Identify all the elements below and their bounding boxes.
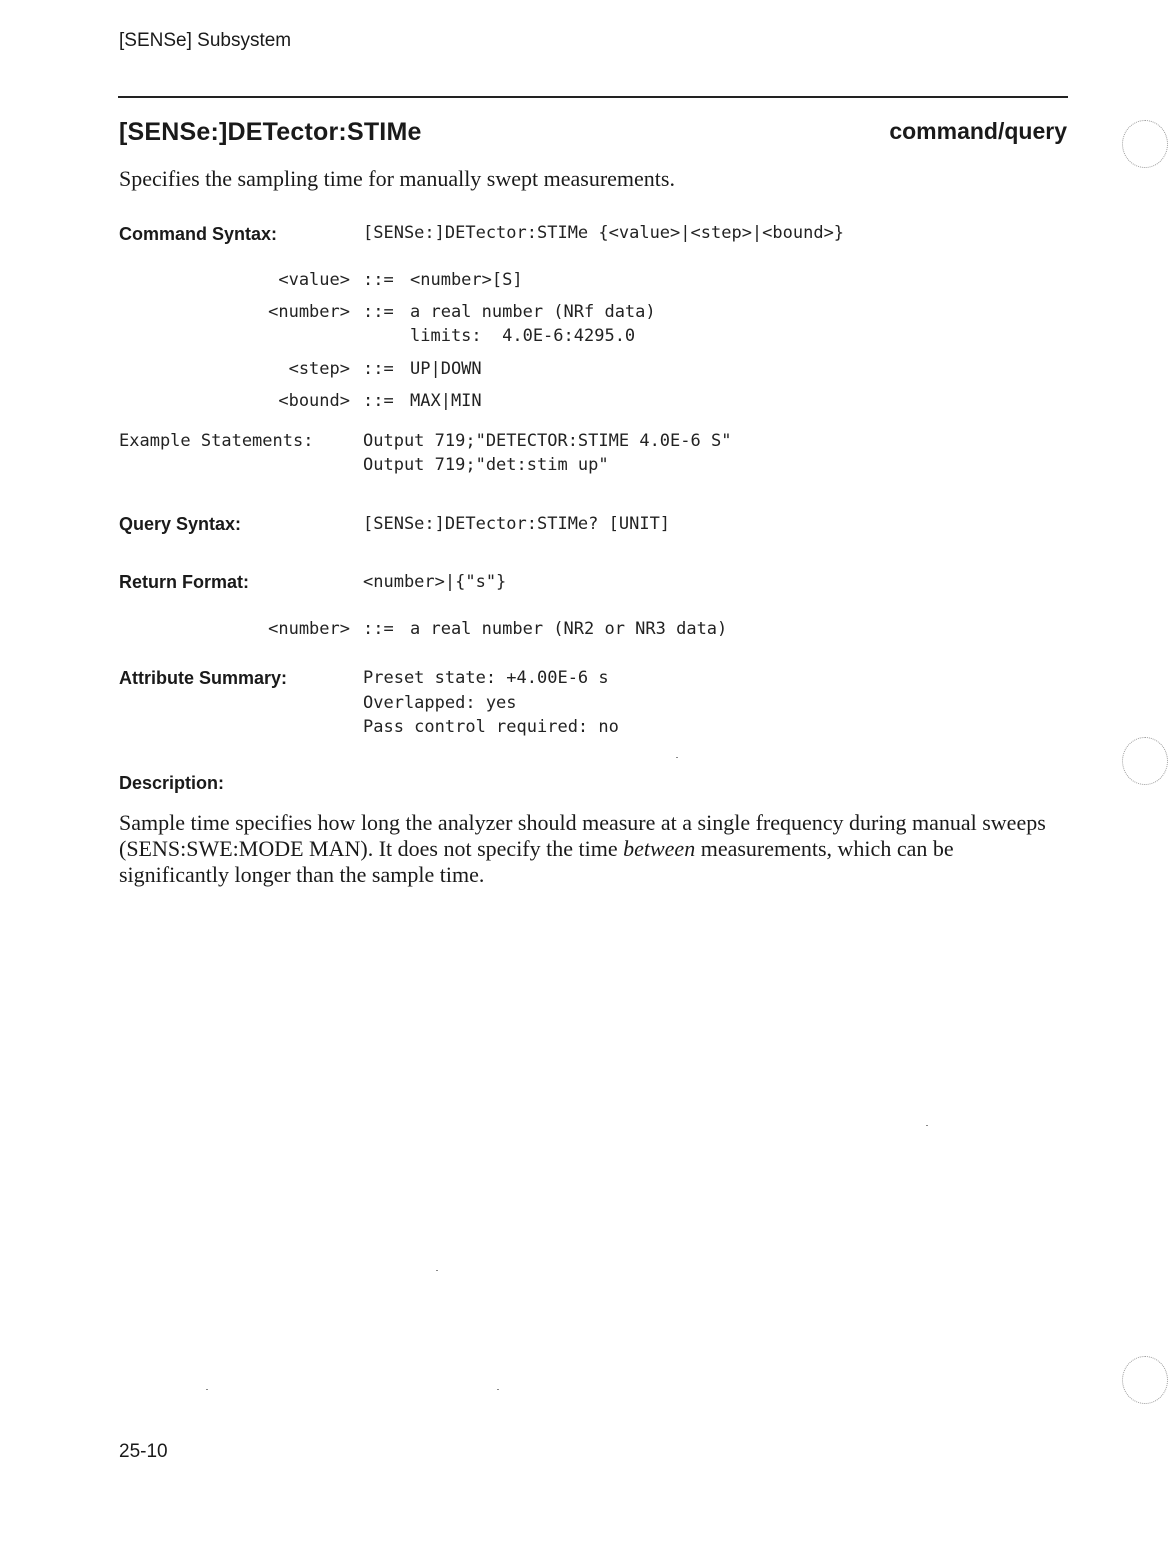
return-format: <number>|{"s"} <box>363 572 507 592</box>
def-limits-number: limits: 4.0E-6:4295.0 <box>410 326 636 346</box>
scan-speck <box>926 1125 928 1126</box>
def-term-step: <step> <box>288 359 350 379</box>
punch-hole <box>1122 1356 1168 1404</box>
return-def-sep: ::= <box>363 619 394 639</box>
section-summary: Specifies the sampling time for manually swept measurements. <box>119 166 675 191</box>
attribute-line: Pass control required: no <box>363 717 619 737</box>
return-def-body: a real number (NR2 or NR3 data) <box>410 619 728 639</box>
def-sep-value: ::= <box>363 270 394 290</box>
examples-label: Example Statements: <box>119 431 314 451</box>
attribute-summary-label: Attribute Summary: <box>119 668 288 688</box>
return-def-term: <number> <box>268 619 350 639</box>
command-syntax: [SENSe:]DETector:STIMe {<value>|<step>|<bound>} <box>363 223 845 243</box>
return-format-label: Return Format: <box>119 572 249 592</box>
def-term-bound: <bound> <box>278 391 350 411</box>
punch-hole <box>1122 737 1168 785</box>
query-syntax-label: Query Syntax: <box>119 514 242 534</box>
def-sep-step: ::= <box>363 359 394 379</box>
punch-hole <box>1122 120 1168 168</box>
attribute-line: Preset state: +4.00E-6 s <box>363 668 609 688</box>
running-head: [SENSe] Subsystem <box>119 30 292 51</box>
def-sep-number: ::= <box>363 302 394 322</box>
def-term-number: <number> <box>268 302 350 322</box>
attribute-line: Overlapped: yes <box>363 693 517 713</box>
scan-speck <box>206 1389 208 1390</box>
def-term-value: <value> <box>278 270 350 290</box>
scan-speck <box>676 757 678 758</box>
def-body-step: UP|DOWN <box>410 359 482 379</box>
description-text: measurements, which can be significantly longer than the sample time. <box>119 836 954 887</box>
scan-speck <box>497 1389 499 1390</box>
def-body-bound: MAX|MIN <box>410 391 482 411</box>
command-syntax-label: Command Syntax: <box>119 224 278 244</box>
def-body-value: <number>[S] <box>410 270 523 290</box>
section-type: command/query <box>889 118 1067 144</box>
section-title: [SENSe:]DETector:STIMe <box>119 118 422 146</box>
scan-speck <box>436 1270 438 1271</box>
example-line: Output 719;"det:stim up" <box>363 455 609 475</box>
example-line: Output 719;"DETECTOR:STIME 4.0E-6 S" <box>363 431 732 451</box>
description-label: Description: <box>119 773 225 793</box>
description-paragraph <box>119 810 1069 888</box>
def-sep-bound: ::= <box>363 391 394 411</box>
description-emphasis: between <box>623 836 696 861</box>
query-syntax: [SENSe:]DETector:STIMe? [UNIT] <box>363 514 671 534</box>
page-number: 25-10 <box>119 1441 168 1462</box>
header-rule <box>118 96 1068 98</box>
description-text: Sample time specifies how long the analyzer should measure at a single frequency during manual sweeps (SENS:SWE:MODE MAN). It does not specify the time <box>119 810 1046 861</box>
def-body-number: a real number (NRf data) <box>410 302 656 322</box>
